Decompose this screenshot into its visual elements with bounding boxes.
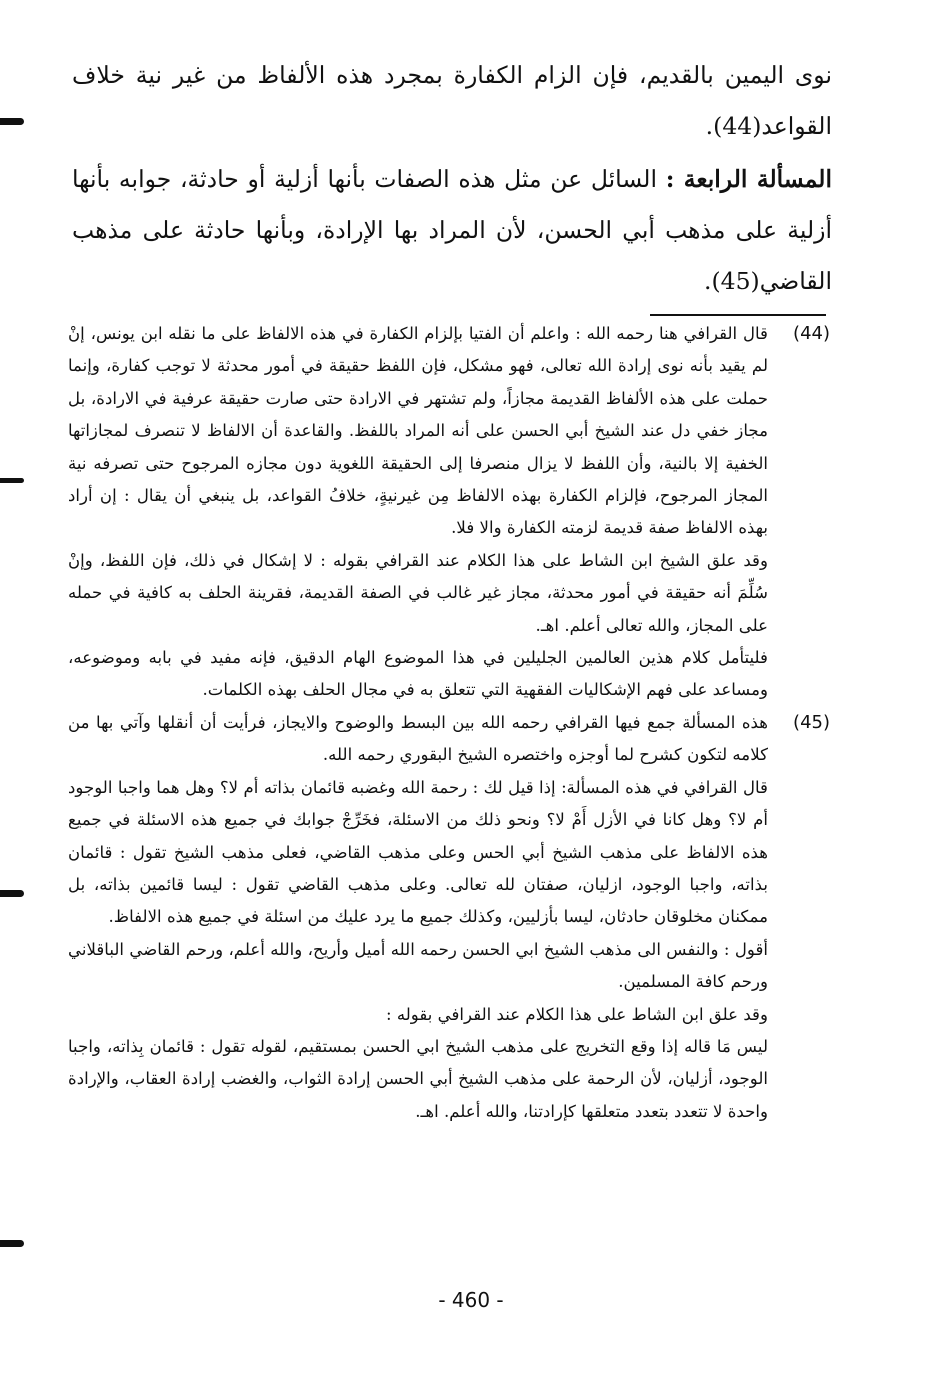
footnote-paragraph: وقد علق الشيخ ابن الشاط على هذا الكلام عند القرافي بقوله : لا إشكال في ذلك، فإن اللفظ، وإنْ سُلِّمَ أنه حقيقة في أمور محدثة، مجاز غير غالب في الصفة القديمة، فقرينة الحلف به كافية في حمله على المجاز، والله تعالى أعلم. اهـ. [68,550,768,635]
footnote-divider [650,314,826,316]
footnote-45 [68,707,830,1128]
main-paragraph-2 [72,154,832,307]
footnote-44 [68,318,830,707]
footnote-paragraph: وقد علق ابن الشاط على هذا الكلام عند القرافي بقوله : [385,1004,768,1024]
main-paragraph-1: نوى اليمين بالقديم، فإن الزام الكفارة بمجرد هذه الألفاظ من غير نية خلاف القواعد(44). [72,61,832,140]
footnote-paragraph: قال القرافي في هذه المسألة: إذا قيل لك : رحمة الله وغضبه قائمان بذاته أم لا؟ وهل هما واجبا الوجود أم لا؟ وهل كانا في الأزل أَمْ لا؟ ونحو ذلك من الاسئلة، فخَرِّجْ جوابك في جميع هذه الاسئلة في جميع هذه الالفاظ على مذهب الشيخ أبي الحس وعلى مذهب القاضي، فعلى مذهب الشيخ تقول : قائمان بذاته، واجبا الوجود، ازليان، صفتان لله تعالى. وعلى مذهب القاضي تقول : ليسا قائمين بذاته، بل ممكنان مخلوقان حادثان، ليسا بأزليين، وكذلك جميع ما يرد عليك من اسئلة في جميع هذه الالفاظ. [68,777,768,927]
binding-mark [0,118,24,125]
page-number: - 460 - [438,1288,504,1312]
footnote-paragraph: قال القرافي هنا رحمه الله : واعلم أن الفتيا بإلزام الكفارة في هذه الالفاظ على ما نقله ابن يونس، إنْ لم يقيد بأنه نوى إرادة الله تعالى، فهو مشكل، فإن اللفظ حقيقة في أمور محدثة لا توجب كفارة، وإنما حملت على هذه الألفاظ القديمة مجازاً، ولم تشتهر في الارادة حتى صارت حقيقة عرفية في الارادة، بل مجاز خفي دل عند الشيخ أبي الحسن على أنه المراد باللفظ. والقاعدة أن الالفاظ لا تنصرف لمجازاتها الخفية إلا بالنية، وأن اللفظ لا يزال منصرفا إلى الحقيقة اللغوية دون مجازه المرجوح حتى تصرفه نية المجاز المرجوح، فإلزام الكفارة بهذه الالفاظ مِن غيرنيةٍ، خلافُ القواعد، بل ينبغي أن يقال : إن أراد بهذه الالفاظ صفة قديمة لزمته الكفارة والا فلا. [68,324,768,538]
binding-mark [0,478,24,483]
question-heading: المسألة الرابعة : [665,165,833,193]
binding-mark [0,1240,24,1247]
binding-mark [0,890,24,897]
footnote-paragraph: أقول : والنفس الى مذهب الشيخ ابي الحسن رحمه الله أميل وأريح، والله أعلم، ورحم القاضي الباقلاني ورحم كافة المسلمين. [68,939,768,992]
footnote-number: (45) [793,711,830,733]
footnote-number: (44) [793,323,830,344]
question-text: السائل عن مثل هذه الصفات بأنها أزلية أو حادثة، جوابه بأنها أزلية على مذهب أبي الحسن، لأن المراد بها الإرادة، وبأنها حادثة على مذهب القاضي(45). [72,165,832,295]
footnotes [68,318,830,1128]
main-text [72,50,832,307]
footnote-paragraph: ليس مَا قاله إذا وقع التخريج على مذهب الشيخ ابي الحسن بمستقيم، لقوله تقول : قائمان بِذاته، واجبا الوجود، أزليان، لأن الرحمة على مذهب الشيخ أبي الحسن إرادة الثواب، والغضب إرادة العقاب، والإرادة واحدة لا تتعدد بتعدد متعلقها كإرادتنا، والله أعلم. اهـ. [68,1036,768,1121]
footnote-paragraph: فليتأمل كلام هذين العالمين الجليلين في هذا الموضوع الهام الدقيق، فإنه مفيد في بابه وموضوعه، ومساعد على فهم الإشكاليات الفقهية التي تتعلق به في مجال الحلف بهذه الكلمات. [68,648,768,700]
footnote-paragraph: هذه المسألة جمع فيها القرافي رحمه الله بين البسط والوضوح والايجاز، فرأيت أن أنقلها وآتي بها من كلامه لتكون كشرح لما أوجزه واختصره الشيخ البقوري رحمه الله. [68,712,768,765]
